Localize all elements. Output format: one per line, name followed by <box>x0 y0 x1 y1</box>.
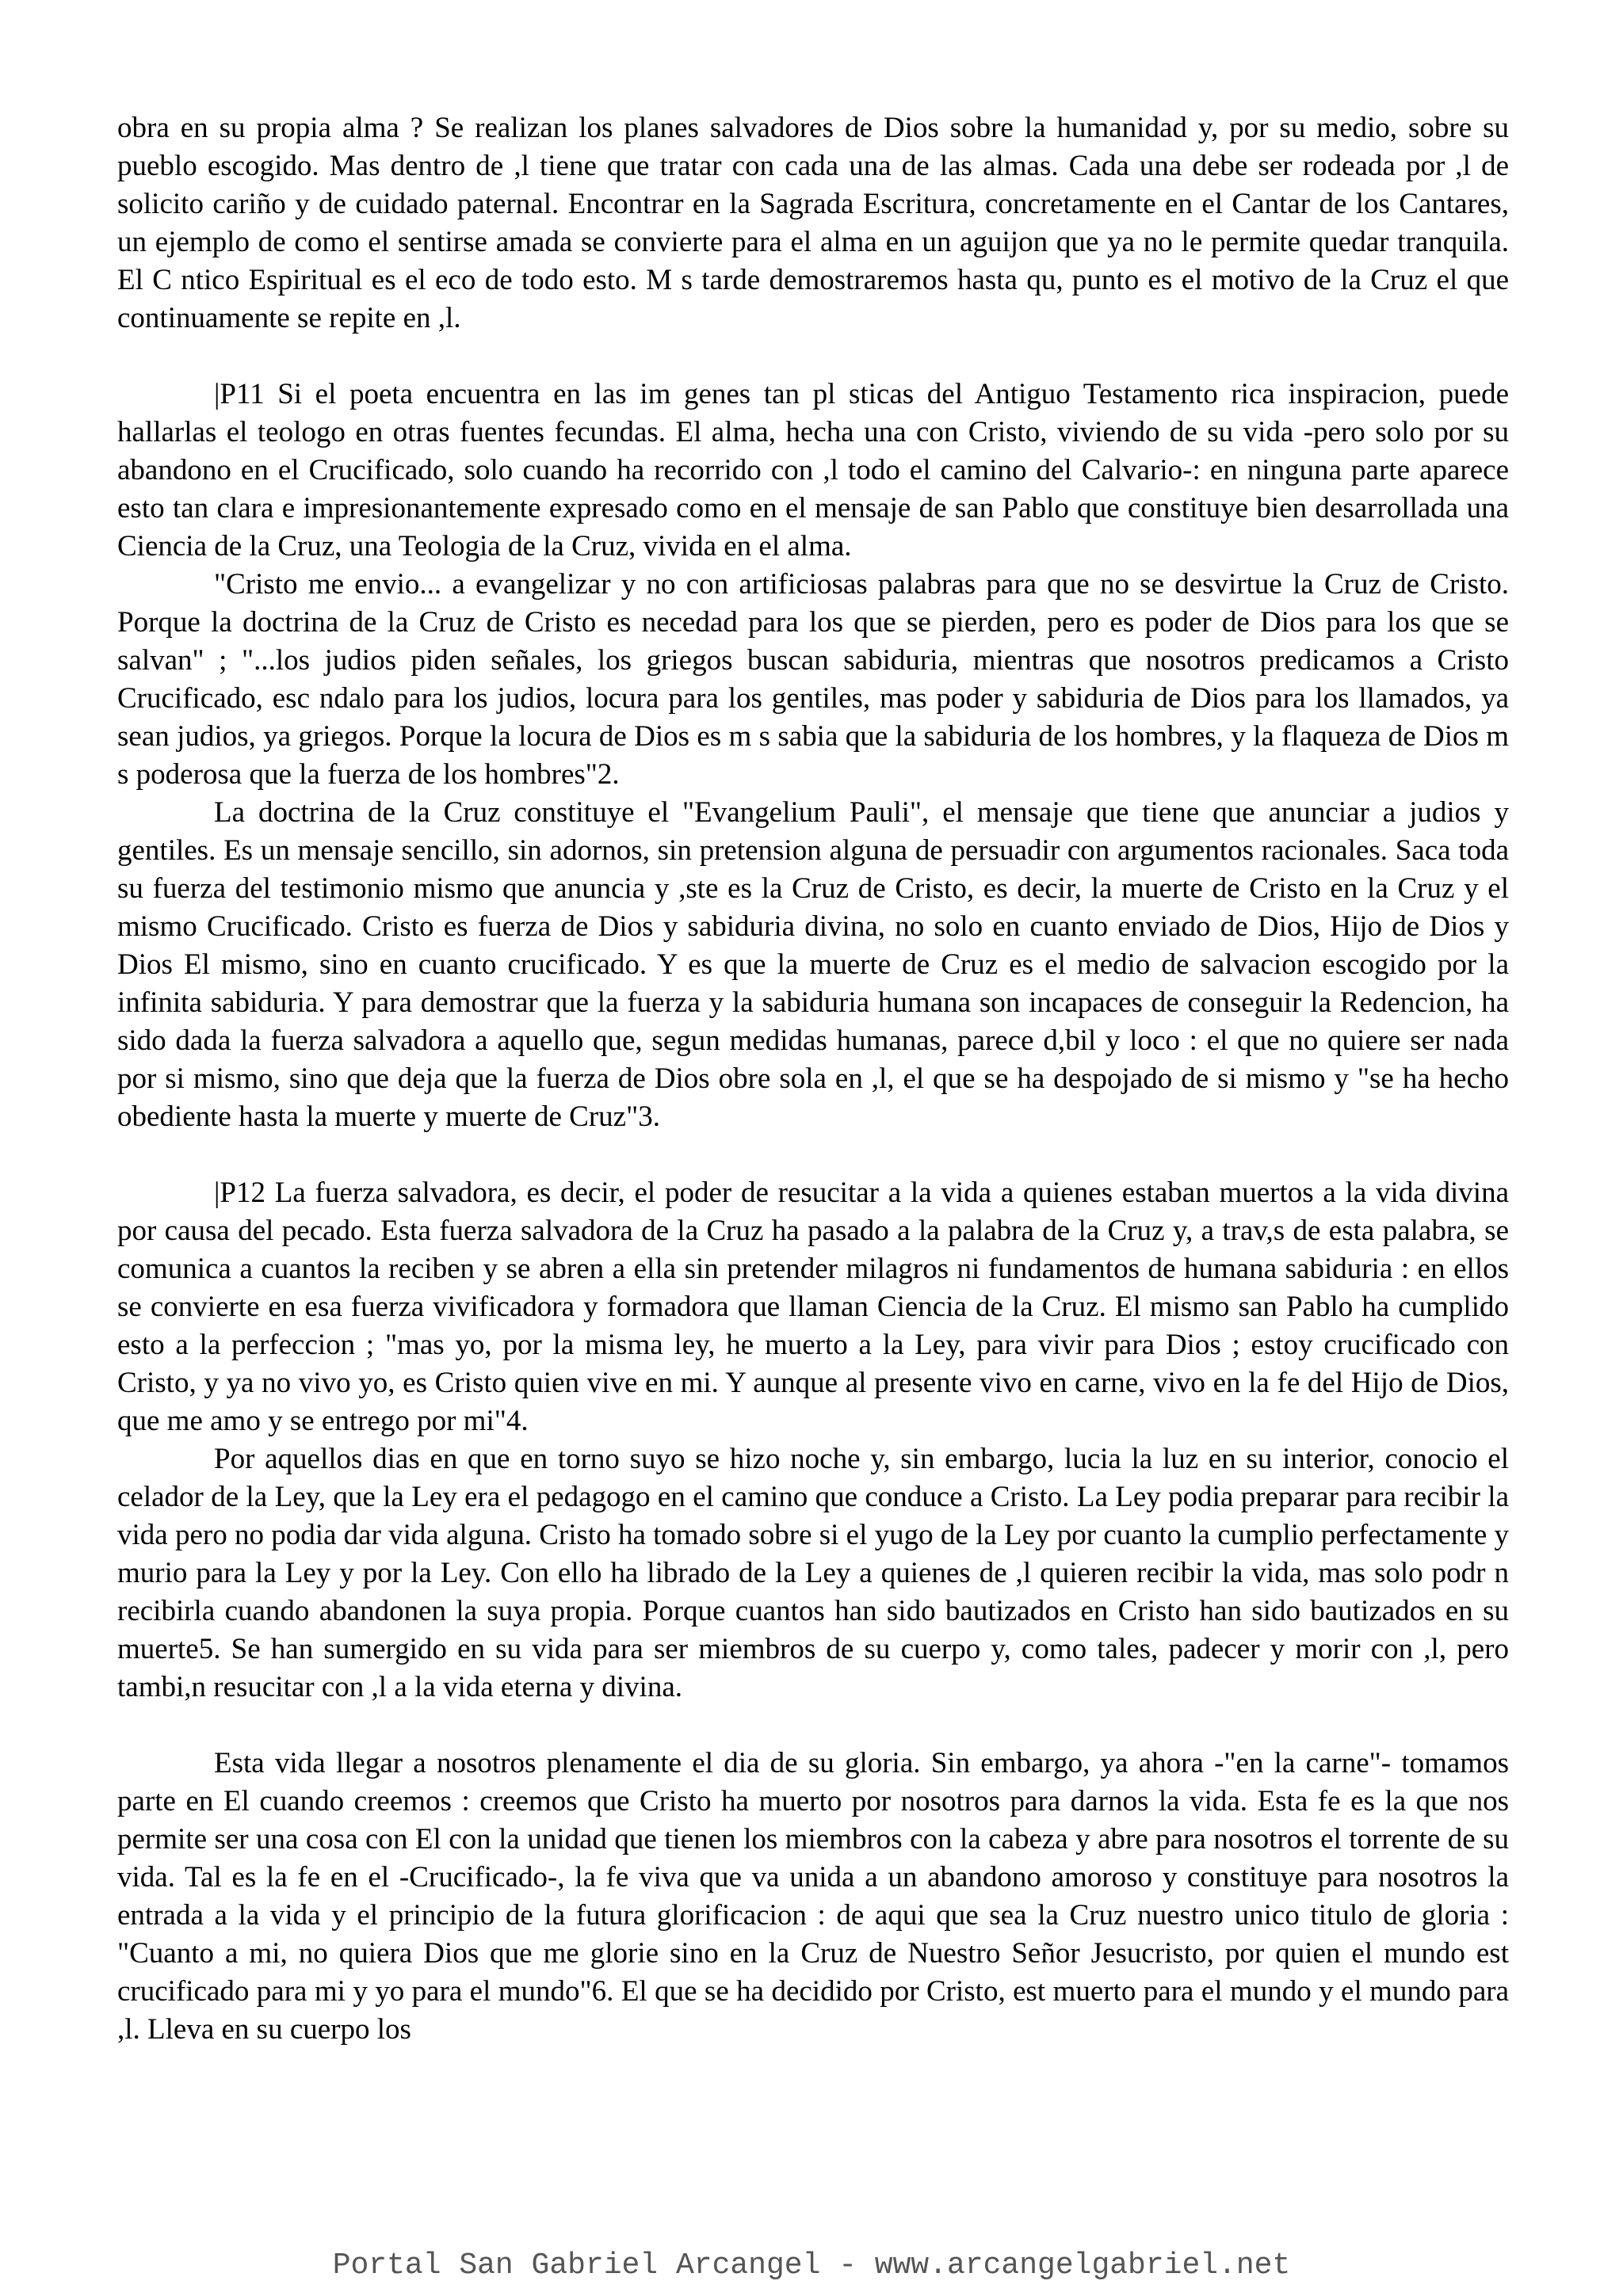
page-footer: Portal San Gabriel Arcangel - www.arcangelgabriel.net <box>332 2248 1291 2283</box>
paragraph-4: La doctrina de la Cruz constituye el "Evangelium Pauli", el mensaje que tiene que anunciar a judios y gentiles. Es un mensaje sencillo, sin adornos, sin pretension alguna de persuadir con argumentos racionales. Saca toda su fuerza del testimonio mismo que anuncia y ,ste es la Cruz de Cristo, es decir, la muerte de Cristo en la Cruz y el mismo Crucificado. Cristo es fuerza de Dios y sabiduria divina, no solo en cuanto enviado de Dios, Hijo de Dios y Dios El mismo, sino en cuanto crucificado. Y es que la muerte de Cruz es el medio de salvacion escogido por la infinita sabiduria. Y para demostrar que la fuerza y la sabiduria humana son incapaces de conseguir la Redencion, ha sido dada la fuerza salvadora a aquello que, segun medidas humanas, parece d,bil y loco : el que no quiere ser nada por si mismo, sino que deja que la fuerza de Dios obre sola en ,l, el que se ha despojado de si mismo y "se ha hecho obediente hasta la muerte y muerte de Cruz"3. <box>117 796 1509 1133</box>
paragraph-7: Esta vida llegar a nosotros plenamente el dia de su gloria. Sin embargo, ya ahora -"en la carne"- tomamos parte en El cuando creemos : creemos que Cristo ha muerto por nosotros para darnos la vida. Esta fe es la que nos permite ser una cosa con El con la unidad que tienen los miembros con la cabeza y abre para nosotros el torrente de su vida. Tal es la fe en el -Crucificado-, la fe viva que va unida a un abandono amoroso y constituye para nosotros la entrada a la vida y el principio de la futura glorificacion : de aqui que sea la Cruz nuestro unico titulo de gloria : "Cuanto a mi, no quiera Dios que me glorie sino en la Cruz de Nuestro Señor Jesucristo, por quien el mundo est crucificado para mi y yo para el mundo"6. El que se ha decidido por Cristo, est muerto para el mundo y el mundo para ,l. Lleva en su cuerpo los <box>117 1747 1509 2046</box>
paragraph-3: "Cristo me envio... a evangelizar y no con artificiosas palabras para que no se desvirtue la Cruz de Cristo. Porque la doctrina de la Cruz de Cristo es necedad para los que se pierden, pero es poder de Dios para los que se salvan" ; "...los judios piden señales, los griegos buscan sabiduria, mientras que nosotros predicamos a Cristo Crucificado, esc ndalo para los judios, locura para los gentiles, mas poder y sabiduria de Dios para los llamados, ya sean judios, ya griegos. Porque la locura de Dios es m s sabia que la sabiduria de los hombres, y la flaqueza de Dios m s poderosa que la fuerza de los hombres"2. <box>117 568 1509 791</box>
document-body <box>117 109 1509 2049</box>
paragraph-1: obra en su propia alma ? Se realizan los planes salvadores de Dios sobre la humanidad y, por su medio, sobre su pueblo escogido. Mas dentro de ,l tiene que tratar con cada una de las almas. Cada una debe ser rodeada por ,l de solicito cariño y de cuidado paternal. Encontrar en la Sagrada Escritura, concretamente en el Cantar de los Cantares, un ejemplo de como el sentirse amada se convierte para el alma en un aguijon que ya no le permite quedar tranquila. El C ntico Espiritual es el eco de todo esto. M s tarde demostraremos hasta qu, punto es el motivo de la Cruz el que continuamente se repite en ,l. <box>117 112 1509 334</box>
paragraph-p11: |P11 Si el poeta encuentra en las im genes tan pl sticas del Antiguo Testamento rica inspiracion, puede hallarlas el teologo en otras fuentes fecundas. El alma, hecha una con Cristo, viviendo de su vida -pero solo por su abandono en el Crucificado, solo cuando ha recorrido con ,l todo el camino del Calvario-: en ninguna parte aparece esto tan clara e impresionantemente expresado como en el mensaje de san Pablo que constituye bien desarrollada una Ciencia de la Cruz, una Teologia de la Cruz, vivida en el alma. <box>117 378 1509 563</box>
paragraph-6: Por aquellos dias en que en torno suyo se hizo noche y, sin embargo, lucia la luz en su interior, conocio el celador de la Ley, que la Ley era el pedagogo en el camino que conduce a Cristo. La Ley podia preparar para recibir la vida pero no podia dar vida alguna. Cristo ha tomado sobre si el yugo de la Ley por cuanto la cumplio perfectamente y murio para la Ley y por la Ley. Con ello ha librado de la Ley a quienes de ,l quieren recibir la vida, mas solo podr n recibirla cuando abandonen la suya propia. Porque cuantos han sido bautizados en Cristo han sido bautizados en su muerte5. Se han sumergido en su vida para ser miembros de su cuerpo y, como tales, padecer y morir con ,l, pero tambi,n resucitar con ,l a la vida eterna y divina. <box>117 1443 1509 1703</box>
paragraph-p12: |P12 La fuerza salvadora, es decir, el poder de resucitar a la vida a quienes estaban muertos a la vida divina por causa del pecado. Esta fuerza salvadora de la Cruz ha pasado a la palabra de la Cruz y, a trav,s de esta palabra, se comunica a cuantos la reciben y se abren a ella sin pretender milagros ni fundamentos de humana sabiduria : en ellos se convierte en esa fuerza vivificadora y formadora que llaman Ciencia de la Cruz. El mismo san Pablo ha cumplido esto a la perfeccion ; "mas yo, por la misma ley, he muerto a la Ley, para vivir para Dios ; estoy crucificado con Cristo, y ya no vivo yo, es Cristo quien vive en mi. Y aunque al presente vivo en carne, vivo en la fe del Hijo de Dios, que me amo y se entrego por mi"4. <box>117 1177 1509 1437</box>
